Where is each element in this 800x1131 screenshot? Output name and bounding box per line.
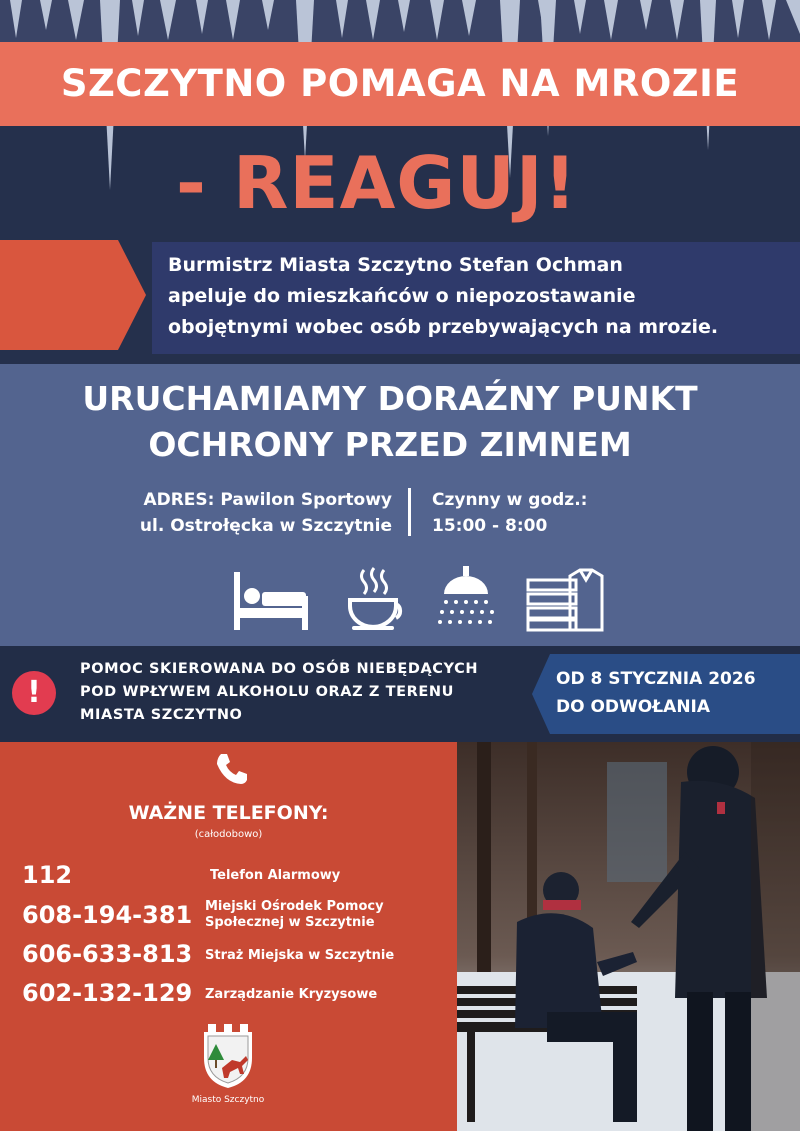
phone-label <box>205 899 384 931</box>
date-line: DO ODWOŁANIA <box>556 697 711 717</box>
phones-heading: WAŻNE TELEFONY: <box>128 802 329 824</box>
notice-text <box>80 658 540 727</box>
divider <box>408 488 411 536</box>
appeal-line: obojętnymi wobec osób przebywających na mrozie. <box>168 316 719 338</box>
appeal-line: Burmistrz Miasta Szczytno Stefan Ochman <box>168 254 623 276</box>
address-line: ADRES: Pawilon Sportowy <box>143 490 392 510</box>
warning-icon: ! <box>12 671 56 715</box>
bed-icon <box>230 566 312 632</box>
phones-subheading: (całodobowo) <box>194 829 263 840</box>
phone-label: Straż Miejska w Szczytnie <box>205 948 395 963</box>
date-text <box>556 665 796 721</box>
address-line: ul. Ostrołęcka w Szczytnie <box>139 516 392 536</box>
shelter-address <box>108 487 392 539</box>
phone-number: 602-132-129 <box>22 979 193 1007</box>
clothes-icon <box>526 566 610 632</box>
crest-caption: Miasto Szczytno <box>191 1095 265 1105</box>
appeal-line: apeluje do mieszkańców o niepozostawanie <box>168 285 636 307</box>
photo-two-people-on-bench <box>457 742 800 1131</box>
arrow-shape <box>0 240 150 350</box>
phone-label-line: Społecznej w Szczytnie <box>205 915 375 930</box>
notice-line: MIASTA SZCZYTNO <box>80 707 243 723</box>
notice-line: POD WPŁYWEM ALKOHOLU ORAZ Z TERENU <box>80 684 454 700</box>
phone-number: 608-194-381 <box>22 901 193 929</box>
phone-label-line: Miejski Ośrodek Pomocy <box>205 899 384 914</box>
shelter-heading: OCHRONY PRZED ZIMNEM <box>148 425 632 464</box>
shelter-hours <box>432 487 652 539</box>
hours-line: Czynny w godz.: <box>432 490 588 510</box>
hot-cup-icon <box>344 566 410 632</box>
date-line: OD 8 STYCZNIA 2026 <box>556 669 756 689</box>
notice-line: POMOC SKIEROWANA DO OSÓB NIEBĘDĄCYCH <box>80 661 479 677</box>
shelter-heading: URUCHAMIAMY DORAŹNY PUNKT <box>82 379 698 418</box>
phone-label: Telefon Alarmowy <box>210 868 341 883</box>
phone-label: Zarządzanie Kryzysowe <box>205 987 378 1002</box>
appeal-text <box>168 250 788 343</box>
phone-number: 112 <box>22 861 73 889</box>
poster-subtitle: - REAGUJ! <box>176 141 578 225</box>
phone-icon <box>214 752 248 786</box>
hours-line: 15:00 - 8:00 <box>432 516 548 536</box>
phone-number: 606-633-813 <box>22 940 193 968</box>
poster-title: SZCZYTNO POMAGA NA MROZIE <box>60 62 740 105</box>
shower-icon <box>436 566 496 632</box>
city-crest-logo <box>202 1024 254 1090</box>
